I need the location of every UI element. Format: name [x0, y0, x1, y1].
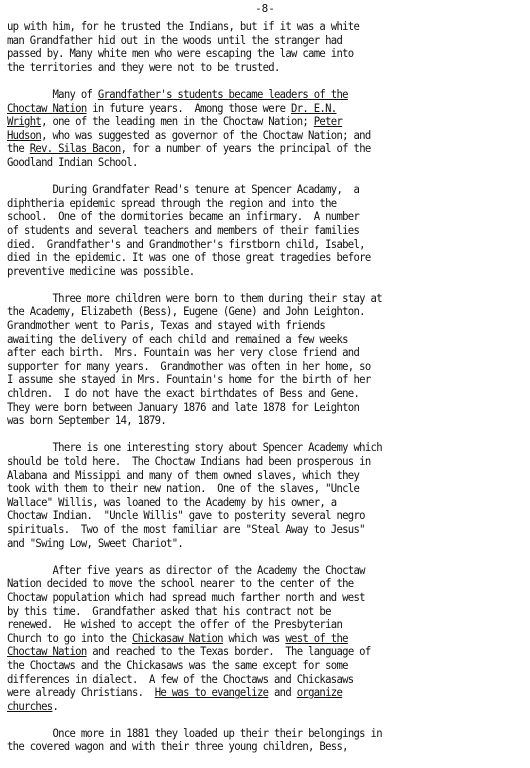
text-run: Once more in 1881 they loaded up their their belongings in the covered wagon and with their three young children, Bess,	[7, 725, 382, 754]
text-run: which was	[222, 630, 286, 645]
paragraph	[7, 441, 491, 550]
text-run: , for a number of years the principal of the Goodland Indian School.	[7, 141, 371, 169]
paragraph	[7, 727, 491, 754]
body-text	[7, 20, 491, 768]
underlined-text: Peter Hudson	[7, 114, 343, 142]
paragraph	[7, 183, 491, 278]
paragraph	[7, 88, 491, 170]
text-run: , one of the leading men in the Choctaw Nation;	[41, 114, 314, 129]
underlined-text: Rev. Silas Bacon	[29, 141, 121, 156]
text-run: Many of	[7, 86, 98, 101]
page-number: -8-	[255, 2, 275, 15]
text-run: and reached to the Texas border. The language of the Choctaws and the Chickasaws was the same except for some differences in dialect. A few of the Choctaws and Chickasaws were already Christians.	[7, 644, 371, 700]
underlined-text: Grandfather's students became leaders of the Choctaw Nation	[7, 86, 348, 115]
paragraph	[7, 20, 491, 74]
text-run: After five years as director of the Academy the Choctaw Nation decided to move the school nearer to the center of the Choctaw population which had spread much farther north and west by this time. Grandfather asked that his contract not be renewed. He wished to accept the offer of the Presbyterian Church to go into the	[7, 562, 365, 645]
text-run: up with him, for he trusted the Indians, but if it was a white man Grandfather hid out in the woods until the stranger had passed by. Many white men who were escaping the law came into the territories and they were not to be trusted.	[7, 19, 360, 74]
text-run: .	[52, 698, 59, 713]
underlined-text: organize churches	[7, 685, 343, 713]
text-run: and	[268, 685, 297, 700]
text-run: Three more children were born to them during their stay at the Academy, Elizabeth (Bess), Eugene (Gene) and John Leighton. Grandmother went to Paris, Texas and stayed with friends awaiting the delivery of each child and remained a few weeks after each birth. Mrs. Fountain was her very close friend and supporter for many years. Grandmother was often in her home, so I assume she stayed in Mrs. Fountain's home for the birth of her chldren. I do not have the exact birthdates of Bess and Gene. They were born between January 1876 and late 1878 for Leighton was born September 14, 1879.	[7, 290, 382, 428]
text-run: in future years. Among those were	[86, 100, 292, 115]
paragraph	[7, 292, 491, 428]
underlined-text: Dr. E.N. Wright	[7, 100, 337, 129]
paragraph	[7, 564, 491, 714]
text-run: , who was suggested as governor of the Choctaw Nation; and the	[7, 127, 371, 156]
underlined-text: He was to evangelize	[154, 685, 269, 700]
underlined-text: Chickasaw Nation	[131, 630, 223, 645]
underlined-text: west of the Choctaw Nation	[7, 630, 348, 659]
text-run: There is one interesting story about Spencer Academy which should be told here. The Choctaw Indians had been prosperous in Alabana and Missippi and many of them owned slaves, which they took with them to their new nation. One of the slaves, "Uncle Wallace" Willis, was loaned to the Academy by his owner, a Choctaw Indian. "Uncle Willis" gave to posterity several negro spirituals. Two of the most familiar are "Steal Away to Jesus" and "Swing Low, Sweet Chariot".	[7, 440, 382, 550]
text-run: During Grandfater Read's tenure at Spencer Acadamy, a diphtheria epidemic spread through the region and into the school. One of the dormitories became an infirmary. A number of students and several teachers and members of their families died. Grandfather's and Grandmother's firstborn child, Isabel, died in the epidemic. It was one of those great tragedies before preventive medicine was possible.	[7, 182, 371, 278]
